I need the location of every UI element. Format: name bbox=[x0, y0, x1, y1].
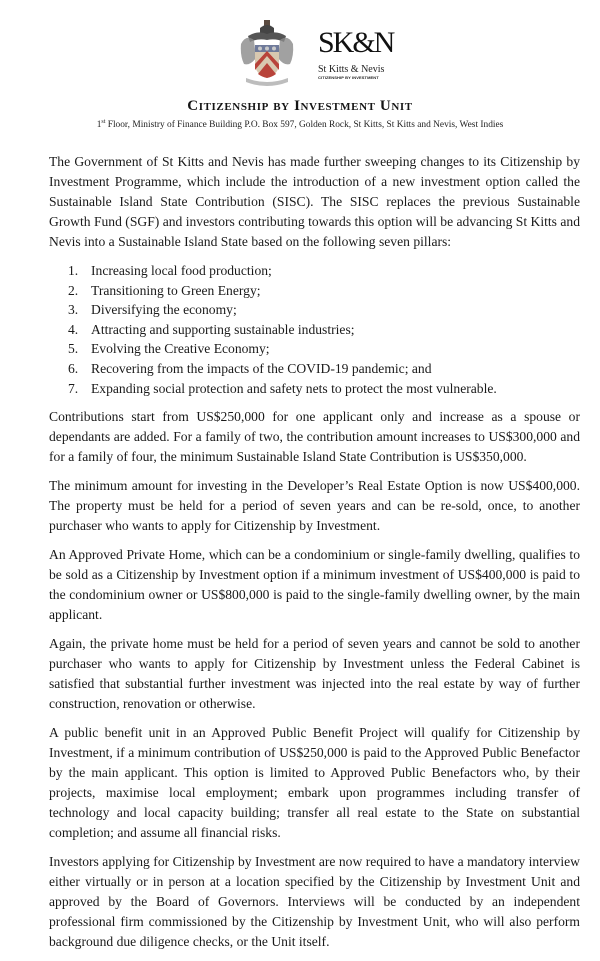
brand-mark: SK&N bbox=[318, 26, 394, 59]
pillar-item bbox=[68, 320, 580, 340]
document-body bbox=[49, 152, 580, 961]
interview-paragraph: Investors applying for Citizenship by Investment are now required to have a mandatory interview either virtually or in person at a location specified by the Citizenship by Investment Unit and approved by the Board of Governors. Interviews will be conducted by an independent professional firm commissioned by the Citizenship by Investment Unit, who will also perform background due diligence checks, or the Unit itself. bbox=[49, 854, 580, 950]
brand-name: St Kitts & Nevis bbox=[318, 64, 385, 75]
pillar-text: Recovering from the impacts of the COVID-19 pandemic; and bbox=[91, 360, 432, 376]
pillar-number: 6. bbox=[68, 360, 79, 376]
pillar-item bbox=[68, 359, 580, 379]
address-ordinal: st bbox=[101, 119, 106, 125]
pillar-text: Evolving the Creative Economy; bbox=[91, 341, 270, 357]
real-estate-paragraph: The minimum amount for investing in the Developer’s Real Estate Option is now US$400,000. The property must be held for a period of seven years and can be re-sold, once, to another purchaser who wants to apply for Citizenship by Investment. bbox=[49, 478, 580, 534]
pillar-number: 2. bbox=[68, 282, 79, 298]
pillars-list bbox=[49, 261, 580, 398]
brand-subtitle: CITIZENSHIP BY INVESTMENT bbox=[318, 75, 379, 80]
pillar-number: 5. bbox=[68, 341, 79, 357]
pillar-item bbox=[68, 261, 580, 281]
pillar-number: 7. bbox=[68, 380, 79, 396]
pillar-text: Attracting and supporting sustainable industries; bbox=[91, 321, 355, 337]
pillar-text: Expanding social protection and safety nets to protect the most vulnerable. bbox=[91, 380, 497, 396]
pillar-number: 1. bbox=[68, 263, 79, 278]
pillar-item bbox=[68, 300, 580, 320]
sk-n-logo bbox=[318, 28, 428, 80]
holding-period-paragraph: Again, the private home must be held for a period of seven years and cannot be sold to another purchaser who wants to apply for Citizenship by Investment unless the Federal Cabinet is satisfied that substantial further investment was injected into the real estate by way of further construction, renovation or otherwise. bbox=[49, 636, 580, 712]
address-text: Floor, Ministry of Finance Building P.O. Box 597, Golden Rock, St Kitts, St Kitts and Nevis, West Indies bbox=[105, 120, 504, 131]
pillar-text: Diversifying the economy; bbox=[91, 302, 237, 318]
pillar-text: Increasing local food production; bbox=[91, 263, 272, 278]
letterhead bbox=[0, 0, 600, 135]
pillar-item bbox=[68, 339, 580, 359]
pillar-item bbox=[68, 281, 580, 301]
pillar-text: Transitioning to Green Energy; bbox=[91, 282, 261, 298]
intro-paragraph: The Government of St Kitts and Nevis has made further sweeping changes to its Citizenship by Investment Programme, which include the introduction of a new investment option called the Sustainable Island State Contribution (SISC). The SISC replaces the previous Sustainable Growth Fund (SGF) and investors contributing towards this option will be advancing St Kitts and Nevis into a Sustainable Island State based on the following seven pillars: bbox=[49, 154, 580, 249]
address-line bbox=[0, 119, 600, 130]
unit-title: Citizenship by Investment Unit bbox=[187, 98, 413, 114]
coat-of-arms-icon bbox=[238, 18, 296, 88]
address-floor: 1 bbox=[96, 120, 102, 131]
public-benefit-paragraph: A public benefit unit in an Approved Public Benefit Project will qualify for Citizenship by Investment, if a minimum contribution of US$250,000 is paid to the Approved Public Benefactor by the main applicant. This option is limited to Approved Public Benefactors who, by their projects, maximise local employment; embark upon programmes including transfer of technology and local capacity building; transfer all real estate to the State on substantial completion; and assume all financial risks. bbox=[49, 725, 580, 841]
pillar-number: 4. bbox=[68, 321, 79, 337]
pillar-number: 3. bbox=[68, 302, 79, 318]
contributions-paragraph: Contributions start from US$250,000 for one applicant only and increase as a spouse or dependants are added. For a family of two, the contribution amount increases to US$300,000 and for a family of four, the minimum Sustainable Island State Contribution is US$350,000. bbox=[49, 409, 580, 465]
pillar-item bbox=[68, 379, 580, 399]
private-home-paragraph: An Approved Private Home, which can be a condominium or single-family dwelling, qualifies to be sold as a Citizenship by Investment option if a minimum investment of US$400,000 is paid to the condominium owner or US$800,000 is paid to the single-family dwelling owner, by the main applicant. bbox=[49, 547, 580, 623]
